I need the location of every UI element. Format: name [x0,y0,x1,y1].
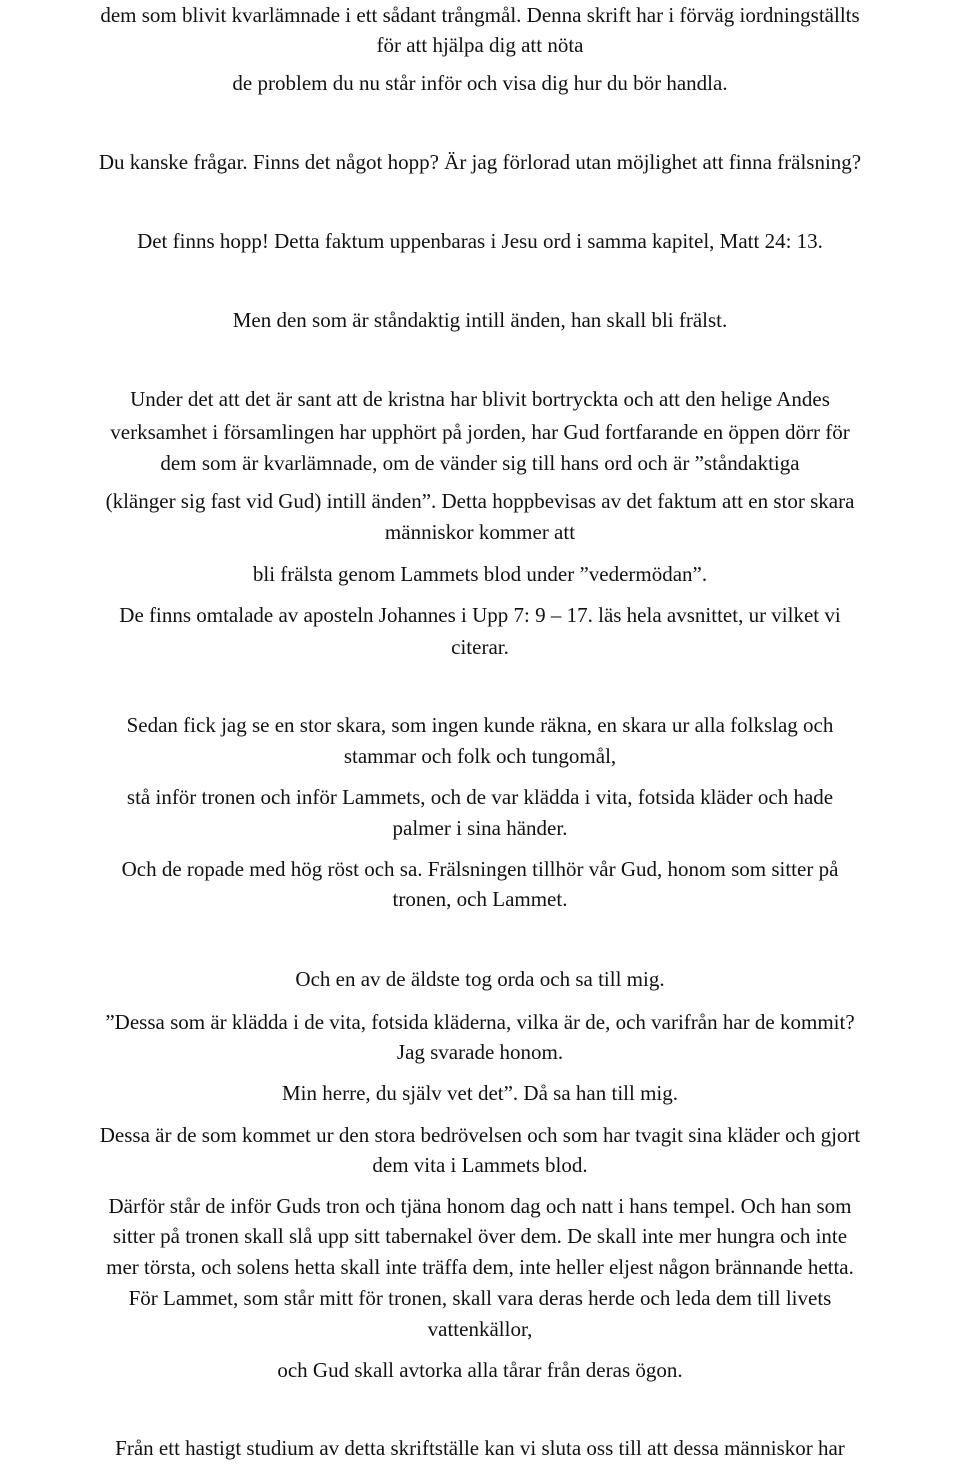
text-line: Därför står de inför Guds tron och tjäna honom dag och natt i hans tempel. Och han som [108,1194,852,1218]
text-line: människor kommer att [384,520,576,544]
text-line: Under det att det är sant att de kristna har blivit bortryckta och att den helige Andes [130,387,830,411]
text-line: Jag svarade honom. [396,1040,564,1064]
text-line: Det finns hopp! Detta faktum uppenbaras i Jesu ord i samma kapitel, Matt 24: 13. [137,229,823,253]
text-line: stammar och folk och tungomål, [343,744,617,768]
text-line: och Gud skall avtorka alla tårar från deras ögon. [277,1358,683,1382]
text-line: Sedan fick jag se en stor skara, som ingen kunde räkna, en skara ur alla folkslag och [126,713,834,737]
text-line: För Lammet, som står mitt för tronen, skall vara deras herde och leda dem till livets [128,1286,832,1310]
text-line: ”Dessa som är klädda i de vita, fotsida kläderna, vilka är de, och varifrån har de kommit? [105,1010,855,1034]
text-line: för att hjälpa dig att nöta [376,33,584,57]
text-line: bli frälsta genom Lammets blod under ”vedermödan”. [252,562,708,586]
text-line: tronen, och Lammet. [392,887,568,911]
text-line: Och en av de äldste tog orda och sa till mig. [295,967,665,991]
text-line: mer törsta, och solens hetta skall inte träffa dem, inte heller eljest någon brännande hetta. [106,1255,854,1279]
text-line: Men den som är ståndaktig intill änden, han skall bli frälst. [232,308,728,332]
text-line: Min herre, du själv vet det”. Då sa han till mig. [282,1081,678,1105]
text-line: dem vita i Lammets blod. [372,1153,588,1177]
text-line: sitter på tronen skall slå upp sitt tabernakel över dem. De skall inte mer hungra och inte [112,1224,848,1248]
text-line: vattenkällor, [427,1317,533,1341]
text-line: De finns omtalade av aposteln Johannes i Upp 7: 9 – 17. läs hela avsnittet, ur vilket vi [119,603,841,627]
text-line: Du kanske frågar. Finns det något hopp? Är jag förlorad utan möjlighet att finna frälsning? [98,150,862,174]
text-line: Från ett hastigt studium av detta skriftställe kan vi sluta oss till att dessa människor har [115,1436,845,1460]
text-line: stå inför tronen och inför Lammets, och de var klädda i vita, fotsida kläder och hade [126,785,834,809]
text-line: dem som blivit kvarlämnade i ett sådant trångmål. Denna skrift har i förväg iordningställts [100,3,860,27]
text-line: Dessa är de som kommet ur den stora bedrövelsen och som har tvagit sina kläder och gjort [99,1123,861,1147]
text-line: de problem du nu står inför och visa dig hur du bör handla. [232,71,728,95]
text-line: palmer i sina händer. [392,816,568,840]
text-line: Och de ropade med hög röst och sa. Frälsningen tillhör vår Gud, honom som sitter på [121,857,839,881]
text-line: citerar. [451,635,509,659]
text-line: dem som är kvarlämnade, om de vänder sig till hans ord och är ”ståndaktiga [160,451,800,475]
text-line: (klänger sig fast vid Gud) intill änden”. Detta hoppbevisas av det faktum att en stor skara [105,489,855,513]
text-line: verksamhet i församlingen har upphört på jorden, har Gud fortfarande en öppen dörr för [110,420,850,444]
